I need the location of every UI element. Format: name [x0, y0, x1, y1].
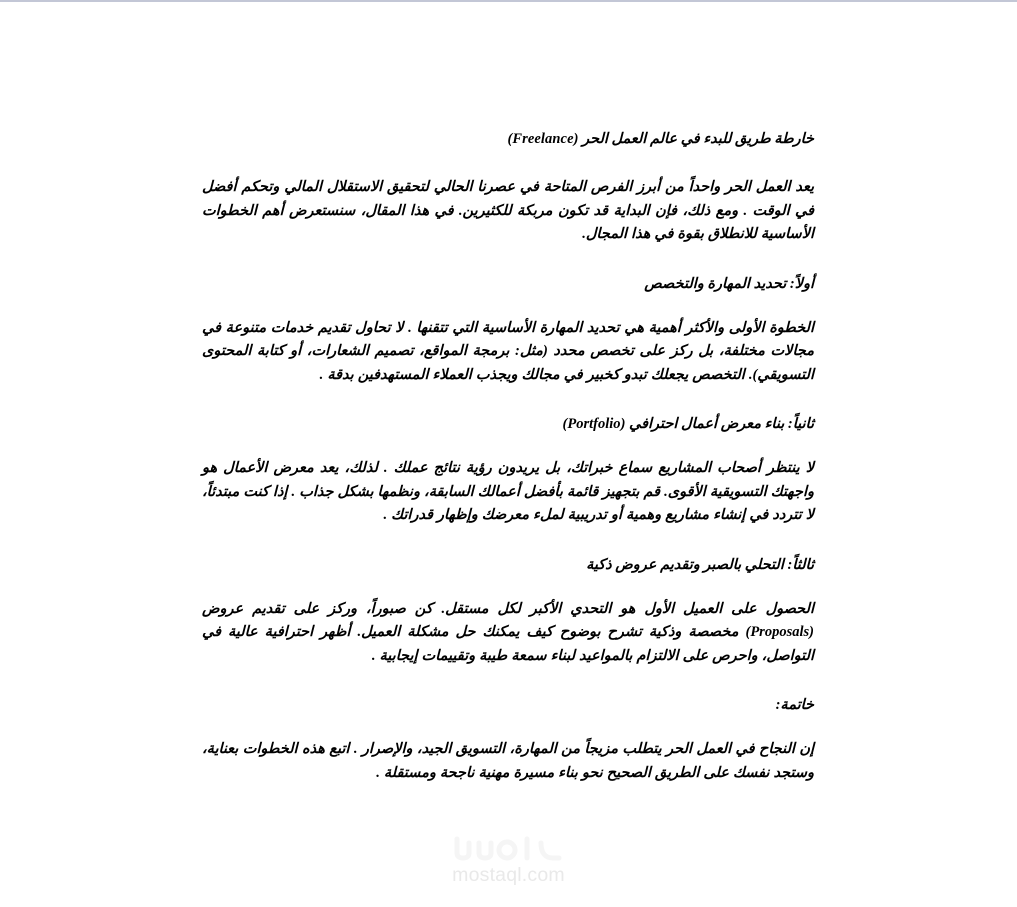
section-body-conclusion: إن النجاح في العمل الحر يتطلب مزيجاً من المهارة، التسويق الجيد، والإصرار . اتبع هذه الخطوات بعناية، وستجد نفسك على الطريق الصحيح نحو بناء مسيرة مهنية ناجحة ومستقلة . — [202, 741, 814, 781]
section-body-1: الخطوة الأولى والأكثر أهمية هي تحديد المهارة الأساسية التي تتقنها . لا تحاول تقديم خدمات متنوعة في مجالات مختلفة، بل ركز على تخصص محدد (مثل: برمجة المواقع، تصميم الشعارات، أو كتابة المحتوى التسويقي). التخصص يجعلك تبدو كخبير في مجالك ويجذب العملاء المستهدفين بدقة . — [202, 319, 814, 383]
section-heading-conclusion: خاتمة: — [775, 697, 814, 713]
section-heading-1: أولاً: تحديد المهارة والتخصص — [644, 275, 814, 292]
watermark-domain-text: mostaql.com — [452, 864, 565, 886]
watermark — [0, 833, 1017, 887]
document-title: خارطة طريق للبدء في عالم العمل الحر (Freelance) — [507, 131, 814, 147]
page-top-border — [0, 0, 1017, 2]
section-heading-2: ثانياً: بناء معرض أعمال احترافي (Portfolio) — [562, 416, 814, 432]
section-body-3: الحصول على العميل الأول هو التحدي الأكبر لكل مستقل. كن صبوراً، وركز على تقديم عروض (Proposals) مخصصة وذكية تشرح بوضوح كيف يمكنك حل مشكلة العميل. أظهر احترافية عالية في التواصل، واحرص على الالتزام بالمواعيد لبناء سمعة طيبة وتقييمات إيجابية . — [202, 600, 814, 664]
section-body-2: لا ينتظر أصحاب المشاريع سماع خبراتك، بل يريدون رؤية نتائج عملك . لذلك، يعد معرض الأعمال هو واجهتك التسويقية الأقوى. قم بتجهيز قائمة بأفضل أعمالك السابقة، ونظمها بشكل جذاب . إذا كنت مبتدئاً، لا تتردد في إنشاء مشاريع وهمية أو تدريبية لملء معرضك وإظهار قدراتك . — [202, 460, 814, 523]
intro-paragraph: يعد العمل الحر واحداً من أبرز الفرص المتاحة في عصرنا الحالي لتحقيق الاستقلال المالي وتحكم أفضل في الوقت . ومع ذلك، فإن البداية قد تكون مربكة للكثيرين. في هذا المقال، سنستعرض أهم الخطوات الأساسية للانطلاق بقوة في هذا المجال. — [202, 179, 814, 242]
section-heading-3: ثالثاً: التحلي بالصبر وتقديم عروض ذكية — [586, 556, 814, 573]
mostaql-logo-icon — [445, 833, 573, 863]
document-text-block — [202, 128, 814, 785]
